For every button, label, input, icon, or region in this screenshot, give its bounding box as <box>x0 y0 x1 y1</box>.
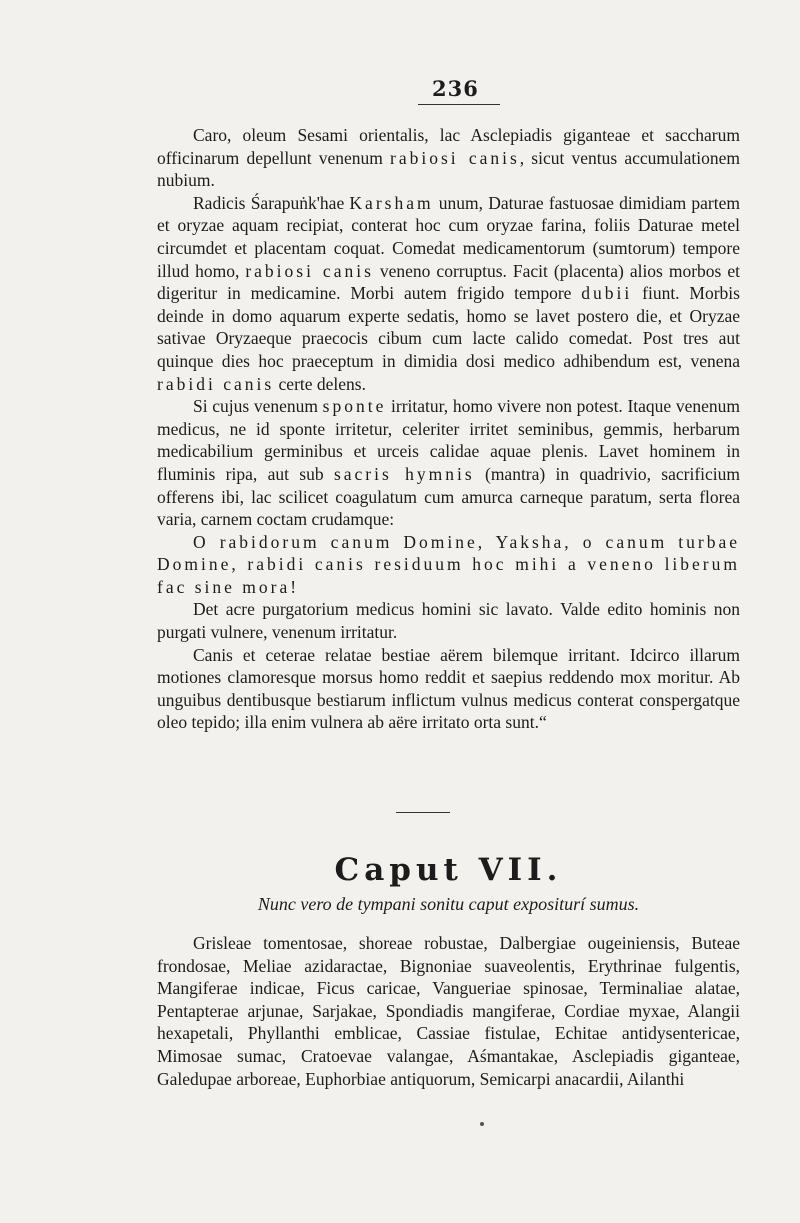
spaced-text: rabiosi canis <box>245 260 374 281</box>
paragraph <box>157 124 740 192</box>
main-text <box>157 124 740 734</box>
page-number-rule <box>418 104 500 105</box>
text-run: Radicis Śarapuṅk'hae <box>193 192 350 213</box>
spaced-text: rabidi canis <box>157 373 275 394</box>
section-divider <box>396 812 450 813</box>
paragraph <box>157 598 740 643</box>
spaced-text: O rabidorum canum Domine, Yaksha, o canum turbae Domine, rabidi canis residuum hoc mihi a veneno liberum fac sine mora! <box>157 531 740 597</box>
text-run: (mantra) in quadrivio, sacrificium offerens ibi, lac scilicet coagulatum cum amurca carneque paratum, serta florea varia, carnem coctam crudamque: <box>157 463 740 530</box>
chapter-subtitle: Nunc vero de tympani sonitu caput expositurí sumus. <box>257 894 640 914</box>
text-run: Canis et ceterae relatae bestiae aërem bilemque irritant. Idcirco illarum motiones clamoresque morsus homo reddit et saepius reddendo mox moritur. Ab unguibus dentibusque bestiarum inflictum vulnus medicus conterat conspergatque oleo tepido; illa enim vulnera ab aëre irritato orta sunt.“ <box>157 644 740 733</box>
text-run: unum, Daturae fastuosae dimidiam partem et oryzae aquam recipiat, conterat hoc cum oryzae farina, foliis Daturae metel circumdet et placentam coquat. Comedat medicamentorum (sumtorum) tempore illud homo, <box>157 192 740 281</box>
spaced-text: rabiosi canis <box>390 147 520 168</box>
text-run: irritatur, homo vivere non potest. Itaque venenum medicus, ne id sponte irritetur, celeriter irritet seminibus, gemmis, herbarum medicabilium germinibus et urceis calidae aquae plenis. Lavet hominem in fluminis ripa, aut sub <box>157 396 740 484</box>
spaced-text: sponte <box>322 396 387 417</box>
page-number: 236 <box>432 76 479 101</box>
paragraph <box>157 531 740 599</box>
paragraph <box>157 192 740 395</box>
text-run: Si cujus venenum <box>193 396 323 417</box>
chapter-title: Caput VII. <box>334 852 563 888</box>
text-run: , sicut ventus accumulationem nubium. <box>157 147 741 191</box>
paragraph: Grisleae tomentosae, shoreae robustae, Dalbergiae ougeiniensis, Buteae frondosae, Meliae azidaractae, Bignoniae suaveolentis, Erythrinae fulgentis, Mangiferae indicae, Ficus caricae, Vangueriae spinosae, Terminaliae alatae, Pentapterae arjunae, Sarjakae, Spondiadis mangiferae, Cordiae myxae, Alangii hexapetali, Phyllanthi emblicae, Cassiae fistulae, Echitae antidysentericae, Mimosae sumac, Cratoevae valangae, Aśmantakae, Asclepiadis giganteae, Galedupae arboreae, Euphorbiae antiquorum, Semicarpi anacardii, Ailanthi <box>157 933 740 1089</box>
text-run: Caro, oleum Sesami orientalis, lac Asclepiadis giganteae et saccharum officinarum depellunt venenum <box>157 125 740 168</box>
spaced-text: sacris hymnis <box>333 463 475 484</box>
text-run: certe delens. <box>274 373 366 394</box>
paragraph <box>157 395 740 531</box>
text-run: Det acre purgatorium medicus homini sic lavato. Valde edito hominis non purgati vulnere, venenum irritatur. <box>157 599 740 643</box>
text-run: fiunt. Morbis deinde in domo aquarum experte sedatis, homo se lavet postero die, et Oryzae sativae Oryzaeque praecocis cibum cum lacte calido comedat. Post tres aut quinque dies hoc praeceptum in dimidia dosi medico adhibendum est, venena <box>157 283 740 371</box>
text-run: veneno corruptus. Facit (placenta) alios morbos et digeritur in medicamine. Morbi autem frigido tempore <box>157 260 740 304</box>
spaced-text: dubii <box>581 283 633 304</box>
paragraph <box>157 644 740 734</box>
chapter-text <box>157 932 740 1090</box>
spaced-text: Karsham <box>349 192 434 213</box>
ink-dot <box>480 1122 484 1126</box>
